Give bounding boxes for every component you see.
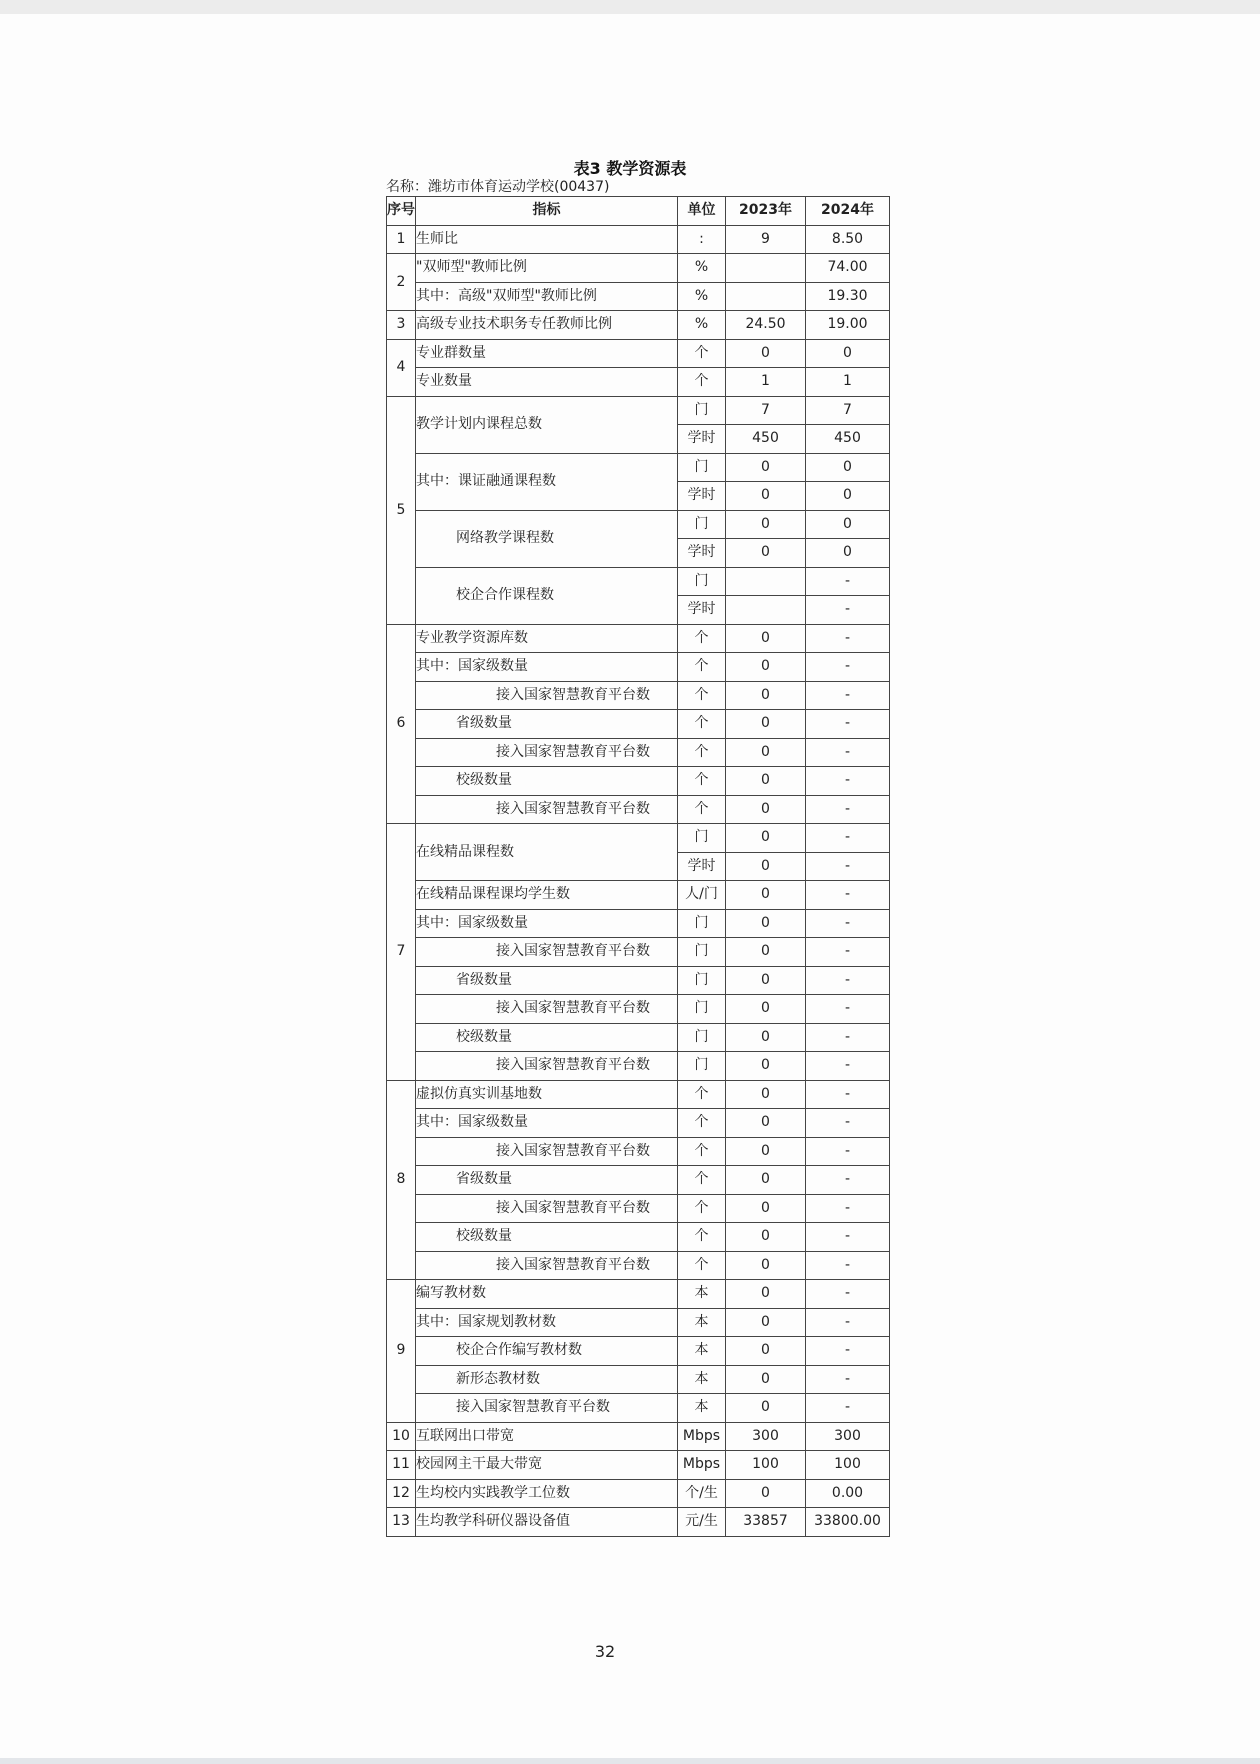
value-2024-cell: 8.50	[806, 225, 890, 254]
unit-cell: %	[678, 311, 726, 340]
indicator-cell: 接入国家智慧教育平台数	[416, 1394, 678, 1423]
unit-cell: 个	[678, 767, 726, 796]
table-row	[387, 1223, 890, 1252]
indicator-cell: 校企合作课程数	[416, 567, 678, 624]
unit-cell: 门	[678, 909, 726, 938]
table-row	[387, 824, 890, 853]
table-row	[387, 1422, 890, 1451]
table-row	[387, 966, 890, 995]
header-indicator: 指标	[416, 197, 678, 226]
value-2024-cell: -	[806, 824, 890, 853]
unit-cell: 个	[678, 1194, 726, 1223]
value-2024-cell: 100	[806, 1451, 890, 1480]
table-row	[387, 1080, 890, 1109]
value-2023-cell: 100	[726, 1451, 806, 1480]
value-2023-cell: 0	[726, 909, 806, 938]
page-number: 32	[594, 1642, 616, 1661]
unit-cell: 本	[678, 1308, 726, 1337]
unit-cell: Mbps	[678, 1422, 726, 1451]
indicator-cell: 高级专业技术职务专任教师比例	[416, 311, 678, 340]
seq-cell: 13	[387, 1508, 416, 1537]
unit-cell: 学时	[678, 596, 726, 625]
unit-cell: 门	[678, 995, 726, 1024]
indicator-cell: 生均校内实践教学工位数	[416, 1479, 678, 1508]
table-row	[387, 311, 890, 340]
value-2024-cell: 0	[806, 539, 890, 568]
value-2023-cell: 7	[726, 396, 806, 425]
table-row	[387, 453, 890, 482]
value-2023-cell: 0	[726, 653, 806, 682]
value-2023-cell: 0	[726, 1365, 806, 1394]
indicator-cell: 其中：国家级数量	[416, 909, 678, 938]
unit-cell: 个	[678, 1223, 726, 1252]
value-2023-cell: 1	[726, 368, 806, 397]
unit-cell: 门	[678, 510, 726, 539]
seq-cell: 12	[387, 1479, 416, 1508]
indicator-cell: 省级数量	[416, 1166, 678, 1195]
unit-cell: 本	[678, 1365, 726, 1394]
indicator-cell: 校企合作编写教材数	[416, 1337, 678, 1366]
table-row	[387, 681, 890, 710]
value-2024-cell: -	[806, 995, 890, 1024]
value-2024-cell: -	[806, 966, 890, 995]
table-header-row	[387, 197, 890, 226]
table-row	[387, 653, 890, 682]
table-row	[387, 1251, 890, 1280]
unit-cell: 学时	[678, 425, 726, 454]
value-2024-cell: 7	[806, 396, 890, 425]
value-2024-cell: -	[806, 738, 890, 767]
indicator-cell: 生师比	[416, 225, 678, 254]
value-2024-cell: -	[806, 1137, 890, 1166]
seq-cell: 7	[387, 824, 416, 1081]
unit-cell: 个	[678, 1080, 726, 1109]
indicator-cell: 专业数量	[416, 368, 678, 397]
unit-cell: 个	[678, 1137, 726, 1166]
indicator-cell: 接入国家智慧教育平台数	[416, 1194, 678, 1223]
value-2023-cell: 0	[726, 852, 806, 881]
unit-cell: 个	[678, 795, 726, 824]
table-row	[387, 909, 890, 938]
table-row	[387, 368, 890, 397]
value-2023-cell: 0	[726, 1052, 806, 1081]
value-2024-cell: 74.00	[806, 254, 890, 283]
table-row	[387, 1394, 890, 1423]
unit-cell: 个	[678, 624, 726, 653]
table-row	[387, 938, 890, 967]
table-row	[387, 1308, 890, 1337]
unit-cell: 个	[678, 1166, 726, 1195]
value-2024-cell: -	[806, 710, 890, 739]
table-row	[387, 339, 890, 368]
value-2024-cell: -	[806, 938, 890, 967]
indicator-cell: 接入国家智慧教育平台数	[416, 1137, 678, 1166]
value-2024-cell: -	[806, 1194, 890, 1223]
seq-cell: 4	[387, 339, 416, 396]
value-2024-cell: 0.00	[806, 1479, 890, 1508]
value-2023-cell: 0	[726, 482, 806, 511]
unit-cell: Mbps	[678, 1451, 726, 1480]
table-row	[387, 1023, 890, 1052]
seq-cell: 1	[387, 225, 416, 254]
value-2023-cell	[726, 282, 806, 311]
seq-cell: 3	[387, 311, 416, 340]
indicator-cell: 新形态教材数	[416, 1365, 678, 1394]
unit-cell: 个	[678, 1251, 726, 1280]
header-unit: 单位	[678, 197, 726, 226]
value-2024-cell: -	[806, 1052, 890, 1081]
value-2024-cell: 450	[806, 425, 890, 454]
unit-cell: 学时	[678, 852, 726, 881]
value-2023-cell: 33857	[726, 1508, 806, 1537]
value-2024-cell: -	[806, 567, 890, 596]
indicator-cell: 接入国家智慧教育平台数	[416, 738, 678, 767]
indicator-cell: 接入国家智慧教育平台数	[416, 938, 678, 967]
value-2024-cell: -	[806, 1023, 890, 1052]
value-2024-cell: -	[806, 1280, 890, 1309]
value-2023-cell	[726, 596, 806, 625]
value-2024-cell: -	[806, 653, 890, 682]
unit-cell: 本	[678, 1280, 726, 1309]
indicator-cell: 接入国家智慧教育平台数	[416, 681, 678, 710]
table-row	[387, 254, 890, 283]
indicator-cell: 接入国家智慧教育平台数	[416, 995, 678, 1024]
value-2024-cell: -	[806, 1337, 890, 1366]
value-2023-cell: 0	[726, 1479, 806, 1508]
seq-cell: 8	[387, 1080, 416, 1280]
indicator-cell: 在线精品课程课均学生数	[416, 881, 678, 910]
indicator-cell: 教学计划内课程总数	[416, 396, 678, 453]
indicator-cell: 省级数量	[416, 710, 678, 739]
value-2023-cell: 0	[726, 1337, 806, 1366]
header-2024: 2024年	[806, 197, 890, 226]
value-2023-cell: 0	[726, 1109, 806, 1138]
indicator-cell: "双师型"教师比例	[416, 254, 678, 283]
indicator-cell: 接入国家智慧教育平台数	[416, 1251, 678, 1280]
table-row	[387, 995, 890, 1024]
indicator-cell: 生均教学科研仪器设备值	[416, 1508, 678, 1537]
table-row	[387, 1365, 890, 1394]
header-seq: 序号	[387, 197, 416, 226]
value-2024-cell: 0	[806, 510, 890, 539]
table-row	[387, 1166, 890, 1195]
value-2023-cell: 0	[726, 510, 806, 539]
value-2024-cell: -	[806, 596, 890, 625]
value-2023-cell: 0	[726, 681, 806, 710]
value-2023-cell: 0	[726, 1137, 806, 1166]
value-2023-cell: 0	[726, 995, 806, 1024]
indicator-cell: 虚拟仿真实训基地数	[416, 1080, 678, 1109]
indicator-cell: 其中：课证融通课程数	[416, 453, 678, 510]
table-row	[387, 1508, 890, 1537]
value-2023-cell: 0	[726, 1280, 806, 1309]
table-row	[387, 624, 890, 653]
value-2024-cell: -	[806, 881, 890, 910]
indicator-cell: 其中：高级"双师型"教师比例	[416, 282, 678, 311]
indicator-cell: 校园网主干最大带宽	[416, 1451, 678, 1480]
value-2024-cell: -	[806, 681, 890, 710]
table-row	[387, 567, 890, 596]
indicator-cell: 其中：国家级数量	[416, 1109, 678, 1138]
value-2024-cell: 1	[806, 368, 890, 397]
seq-cell: 10	[387, 1422, 416, 1451]
value-2023-cell: 0	[726, 1308, 806, 1337]
seq-cell: 11	[387, 1451, 416, 1480]
value-2023-cell: 0	[726, 453, 806, 482]
value-2023-cell: 0	[726, 624, 806, 653]
value-2024-cell: 0	[806, 453, 890, 482]
unit-cell: 个	[678, 738, 726, 767]
value-2023-cell: 0	[726, 824, 806, 853]
unit-cell: 本	[678, 1394, 726, 1423]
value-2023-cell: 300	[726, 1422, 806, 1451]
value-2024-cell: 0	[806, 482, 890, 511]
unit-cell: 门	[678, 938, 726, 967]
value-2024-cell: -	[806, 909, 890, 938]
unit-cell: 学时	[678, 539, 726, 568]
table-row	[387, 795, 890, 824]
table-title: 表3 教学资源表	[573, 159, 687, 178]
teaching-resources-table	[386, 196, 890, 1537]
value-2023-cell: 0	[726, 1023, 806, 1052]
value-2023-cell: 0	[726, 767, 806, 796]
unit-cell: %	[678, 282, 726, 311]
table-row	[387, 881, 890, 910]
unit-cell: 本	[678, 1337, 726, 1366]
value-2024-cell: 300	[806, 1422, 890, 1451]
table-row	[387, 1337, 890, 1366]
unit-cell: 门	[678, 966, 726, 995]
seq-cell: 6	[387, 624, 416, 824]
value-2024-cell: -	[806, 795, 890, 824]
value-2023-cell: 0	[726, 966, 806, 995]
scan-bottom-edge	[0, 1758, 1260, 1764]
unit-cell: 门	[678, 396, 726, 425]
indicator-cell: 校级数量	[416, 1023, 678, 1052]
value-2024-cell: -	[806, 767, 890, 796]
unit-cell: 个	[678, 1109, 726, 1138]
value-2023-cell: 0	[726, 1166, 806, 1195]
table-row	[387, 1451, 890, 1480]
unit-cell: 个	[678, 653, 726, 682]
unit-cell: 个/生	[678, 1479, 726, 1508]
indicator-cell: 接入国家智慧教育平台数	[416, 1052, 678, 1081]
table-row	[387, 767, 890, 796]
value-2023-cell: 0	[726, 710, 806, 739]
unit-cell: 门	[678, 824, 726, 853]
value-2024-cell: -	[806, 1166, 890, 1195]
value-2023-cell: 0	[726, 1223, 806, 1252]
table-row	[387, 1052, 890, 1081]
table-row	[387, 710, 890, 739]
value-2024-cell: -	[806, 1109, 890, 1138]
unit-cell: 门	[678, 453, 726, 482]
indicator-cell: 互联网出口带宽	[416, 1422, 678, 1451]
unit-cell: 门	[678, 1023, 726, 1052]
unit-cell: 门	[678, 567, 726, 596]
table-row	[387, 1194, 890, 1223]
header-2023: 2023年	[726, 197, 806, 226]
seq-cell: 9	[387, 1280, 416, 1423]
value-2023-cell: 0	[726, 1251, 806, 1280]
school-name: 名称：潍坊市体育运动学校(00437)	[386, 179, 610, 195]
unit-cell: 学时	[678, 482, 726, 511]
value-2024-cell: -	[806, 1080, 890, 1109]
seq-cell: 2	[387, 254, 416, 311]
indicator-cell: 其中：国家规划教材数	[416, 1308, 678, 1337]
value-2023-cell: 24.50	[726, 311, 806, 340]
table-row	[387, 738, 890, 767]
value-2023-cell: 0	[726, 881, 806, 910]
value-2024-cell: -	[806, 852, 890, 881]
unit-cell: 人/门	[678, 881, 726, 910]
value-2023-cell: 0	[726, 795, 806, 824]
table-row	[387, 225, 890, 254]
indicator-cell: 专业群数量	[416, 339, 678, 368]
value-2024-cell: -	[806, 1365, 890, 1394]
value-2024-cell: -	[806, 624, 890, 653]
unit-cell: 门	[678, 1052, 726, 1081]
value-2024-cell: -	[806, 1308, 890, 1337]
indicator-cell: 编写教材数	[416, 1280, 678, 1309]
value-2023-cell: 0	[726, 738, 806, 767]
table-row	[387, 510, 890, 539]
value-2023-cell: 0	[726, 938, 806, 967]
value-2023-cell: 0	[726, 339, 806, 368]
seq-cell: 5	[387, 396, 416, 624]
table-row	[387, 1280, 890, 1309]
value-2023-cell: 0	[726, 1194, 806, 1223]
value-2023-cell: 0	[726, 1080, 806, 1109]
value-2023-cell: 0	[726, 539, 806, 568]
unit-cell: 个	[678, 710, 726, 739]
table-row	[387, 282, 890, 311]
value-2024-cell: 19.30	[806, 282, 890, 311]
value-2024-cell: 0	[806, 339, 890, 368]
value-2024-cell: 19.00	[806, 311, 890, 340]
unit-cell: :	[678, 225, 726, 254]
unit-cell: 元/生	[678, 1508, 726, 1537]
table-row	[387, 1479, 890, 1508]
indicator-cell: 校级数量	[416, 1223, 678, 1252]
value-2023-cell: 9	[726, 225, 806, 254]
unit-cell: 个	[678, 339, 726, 368]
unit-cell: 个	[678, 681, 726, 710]
indicator-cell: 接入国家智慧教育平台数	[416, 795, 678, 824]
value-2024-cell: -	[806, 1251, 890, 1280]
indicator-cell: 其中：国家级数量	[416, 653, 678, 682]
table-row	[387, 396, 890, 425]
value-2024-cell: -	[806, 1223, 890, 1252]
indicator-cell: 专业教学资源库数	[416, 624, 678, 653]
indicator-cell: 在线精品课程数	[416, 824, 678, 881]
value-2024-cell: -	[806, 1394, 890, 1423]
value-2023-cell: 0	[726, 1394, 806, 1423]
value-2023-cell	[726, 254, 806, 283]
value-2024-cell: 33800.00	[806, 1508, 890, 1537]
scan-top-edge	[0, 0, 1260, 14]
unit-cell: 个	[678, 368, 726, 397]
indicator-cell: 校级数量	[416, 767, 678, 796]
indicator-cell: 网络教学课程数	[416, 510, 678, 567]
indicator-cell: 省级数量	[416, 966, 678, 995]
value-2023-cell	[726, 567, 806, 596]
table-row	[387, 1109, 890, 1138]
value-2023-cell: 450	[726, 425, 806, 454]
table-row	[387, 1137, 890, 1166]
unit-cell: %	[678, 254, 726, 283]
